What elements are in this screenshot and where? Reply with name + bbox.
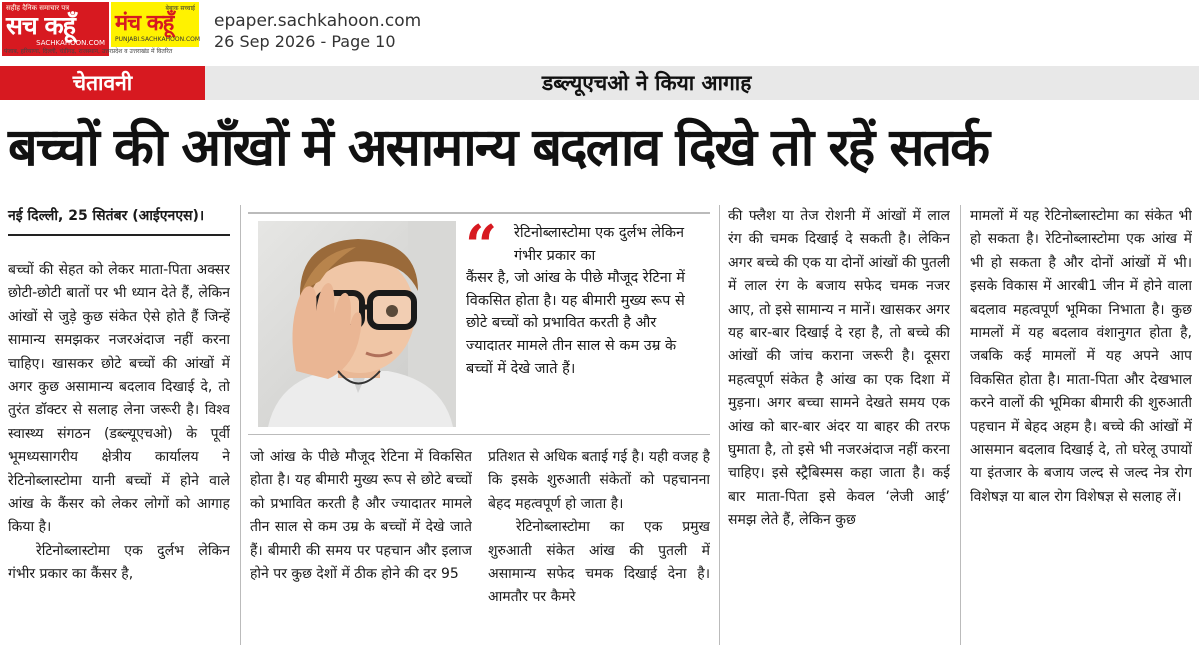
paragraph: रेटिनोब्लास्टोमा एक दुर्लभ लेकिन गंभीर प्रकार का कैंसर है, <box>8 542 230 583</box>
pull-quote <box>466 222 704 380</box>
paragraph: जो आंख के पीछे मौजूद रेटिना में विकसित होता है। यह बीमारी मुख्य रूप से छोटे बच्चों को प्रभावित करती है और ज्यादातर मामले तीन साल से कम उम्र के बच्चों में देखे जाते हैं। बीमारी की समय पर पहचान और इलाज होने पर कुछ देशों में ठीक होने की दर 95 <box>250 449 472 583</box>
manch-kahoon-logo[interactable] <box>111 2 199 47</box>
logo2-tagline: बेबाक सच्चाई <box>165 5 195 12</box>
column-divider <box>240 205 241 645</box>
column-divider <box>960 205 961 645</box>
epaper-url[interactable]: epaper.sachkahoon.com <box>214 11 422 31</box>
logo-site: SACHKAHOON.COM <box>36 39 105 47</box>
distribution-states: पंजाब, हरियाणा, दिल्ली, चंडीगढ़, राजस्थान, उत्तरप्रदेश व उत्तराखंड में वितरित <box>4 48 173 55</box>
article-column-3 <box>488 446 710 649</box>
logo-tagline: सहीह दैनिक समाचार पत्र <box>6 4 70 12</box>
article-column-5 <box>970 205 1192 649</box>
paragraph: रेटिनोब्लास्टोमा का एक प्रमुख शुरुआती संकेत आंख की पुतली में असामान्य सफेद चमक दिखाई देना है। आमतौर पर कैमरे <box>488 519 710 606</box>
pull-quote-rest: कैंसर है, जो आंख के पीछे मौजूद रेटिना में विकसित होता है। यह बीमारी मुख्य रूप से छोटे बच्चों को प्रभावित करती है और ज्यादातर मामले तीन साल से कम उम्र के बच्चों में देखे जाते हैं। <box>466 270 685 377</box>
dateline-rule <box>8 234 230 236</box>
paragraph: की फ्लैश या तेज रोशनी में आंखों में लाल रंग की चमक दिखाई दे सकती है। लेकिन अगर बच्चे की एक या दोनों आंखों की पुतली में लाल रंग के बजाय सफेद चमक नजर आए, तो इसे सामान्य न मानें। खासकर अगर यह बार-बार दिखाई दे रहा है, तो बच्चे की आंखों की जांच कराना जरूरी है। दूसरा महत्वपूर्ण संकेत है आंख का एक दिशा में मुड़ना। अगर बच्चा सामने देखते समय एक आंख को बार-बार अंदर या बाहर की तरफ घुमाता है, तो इसे भी नजरअंदाज नहीं करना चाहिए। इसे स्ट्रैबिस्मस कहा जाता है। कई बार माता-पिता इसे केवल ‘लेजी आई’ समझ लेते हैं, लेकिन कुछ <box>728 208 950 529</box>
edition-date-page: 26 Sep 2026 - Page 10 <box>214 32 396 51</box>
paragraph: बच्चों की सेहत को लेकर माता-पिता अक्सर छोटी-छोटी बातों पर भी ध्यान देते हैं, लेकिन आंखों से जुड़े कुछ संकेत ऐसे होते हैं जिन्हें सामान्य समझकर नजरअंदाज नहीं करना चाहिए। खासकर छोटे बच्चों की आंखों में अगर कुछ असामान्य बदलाव दिखाई दे, तो तुरंत डॉक्टर से सलाह लेना जरूरी है। विश्व स्वास्थ्य संगठन (डब्ल्यूएचओ) के पूर्वी भूमध्यसागरीय क्षेत्रीय कार्यालय ने रेटिनोब्लास्टोमा यानी बच्चों में होने वाले आंख के कैंसर को लेकर लोगों को आगाह किया है। <box>8 262 230 536</box>
quote-icon: “ <box>465 213 498 279</box>
pull-quote-first-line: रेटिनोब्लास्टोमा एक दुर्लभ लेकिन गंभीर प्रकार का <box>514 225 685 264</box>
paragraph: प्रतिशत से अधिक बताई गई है। यही वजह है कि इसके शुरुआती संकेतों को पहचानना बेहद महत्वपूर्ण हो जाता है। <box>488 449 710 512</box>
dateline: नई दिल्ली, 25 सितंबर (आईएनएस)। <box>8 208 205 224</box>
logo2-name: मंच कहूँ <box>115 11 174 36</box>
subheadline: डब्ल्यूएचओ ने किया आगाह <box>542 71 752 95</box>
article-column-2 <box>250 446 472 649</box>
logo2-site: PUNJABI.SACHKAHOON.COM <box>115 36 201 43</box>
headline: बच्चों की आँखों में असामान्य बदलाव दिखे तो रहें सतर्क <box>8 118 989 178</box>
child-covering-eye-photo <box>258 221 456 427</box>
paragraph: मामलों में यह रेटिनोब्लास्टोमा का संकेत भी हो सकता है। रेटिनोब्लास्टोमा एक आंख में भी हो सकता है और दोनों आंखों में भी। इसके विकास में आरबी1 जीन में होने वाला बदलाव महत्वपूर्ण भूमिका निभाता है। कुछ मामलों में यह बदलाव वंशानुगत होता है, जबकि कई मामलों में यह अपने आप विकसित होता है। माता-पिता और देखभाल करने वालों की भूमिका बीमारी की शुरुआती पहचान में बेहद अहम है। बच्चे की आंखों में आसमान बदलाव दिखाई दे, तो घरेलू उपायों या इंतजार के बजाय जल्द से जल्द नेत्र रोग विशेषज्ञ या बाल रोग विशेषज्ञ से सलाह लें। <box>970 208 1192 505</box>
article-column-4 <box>728 205 950 649</box>
masthead-bar <box>0 0 1199 58</box>
logo-name: सच कहूँ <box>6 11 75 40</box>
kicker-label: चेतावनी <box>0 66 205 100</box>
article-column-1 <box>8 259 230 649</box>
column-divider <box>719 205 720 645</box>
